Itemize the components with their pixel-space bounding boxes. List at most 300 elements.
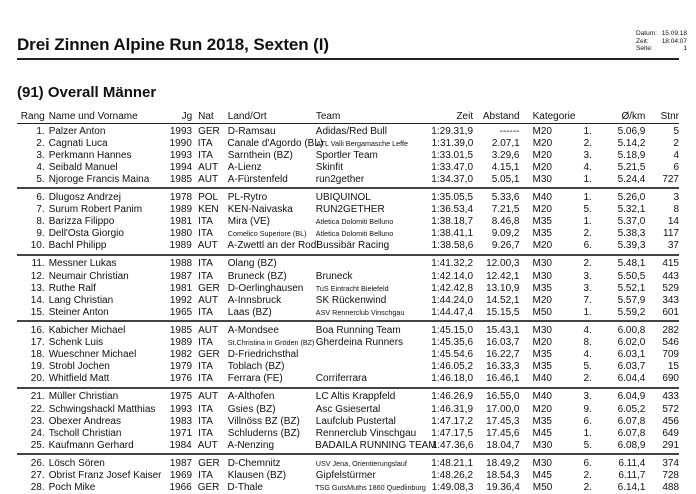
cell-team: Bruneck [315,270,353,282]
cell-jg: 1993 [169,403,193,415]
meta-row [636,38,687,46]
cell-nat: AUT [198,173,219,185]
cell-nat: GER [198,349,220,361]
cell-zeit: 1:46.26,9 [431,391,474,403]
cell-kategorie-platz: 2. [583,137,592,149]
table-row [17,349,679,361]
cell-jg: 1985 [169,324,193,336]
cell-kategorie-platz: 9. [583,403,592,415]
cell-rang: 10. [30,240,45,252]
cell-zeit: 1:44.47,4 [431,306,474,318]
cell-km: 5.59,2 [617,306,646,318]
cell-rang: 26. [30,457,45,469]
cell-km: 6.05,2 [617,403,646,415]
cell-jg: 1993 [169,125,193,137]
cell-abstand: 17.45,3 [486,415,520,427]
cell-ort: PL-Rytro [227,192,268,204]
cell-stnr: 728 [662,469,679,481]
cell-rang: 13. [30,282,45,294]
table-row [17,173,679,185]
cell-kategorie: M45 [532,469,552,481]
cell-ort: KEN-Naivaska [227,204,293,216]
cell-name: Müller Christian [48,391,119,403]
meta-value: 18:04:07 [661,37,687,45]
cell-stnr: 456 [662,415,679,427]
cell-name: Barizza Filippo [48,216,115,228]
cell-kategorie-platz: 5. [583,439,593,451]
cell-stnr: 14 [667,216,679,228]
cell-stnr: 4 [673,149,679,161]
cell-team: Gherdeina Runners [315,337,404,349]
cell-abstand: 2.07,1 [491,137,520,149]
cell-ort: D-Oerlinghausen [227,282,304,294]
cell-abstand: 3.29,6 [491,149,520,161]
col-header-kategorie: Kategorie [532,111,576,122]
cell-zeit: 1:45.54,6 [431,349,474,361]
col-header-ort: Land/Ort [227,111,267,122]
cell-jg: 1978 [169,192,193,204]
cell-jg: 1989 [169,204,193,216]
cell-rang: 11. [31,258,45,270]
cell-jg: 1993 [169,149,193,161]
cell-nat: ITA [198,149,213,161]
cell-kategorie-platz: 1. [583,216,592,228]
cell-abstand: 13.10,9 [486,282,520,294]
cell-nat: ITA [198,403,213,415]
cell-zeit: 1:33.01,5 [431,149,474,161]
table-row [17,258,679,270]
cell-nat: ITA [198,361,213,373]
cell-name: Kabicher Michael [48,324,126,336]
cell-stnr: 415 [662,258,679,270]
cell-km: 5.26,0 [617,192,646,204]
cell-team: Adidas/Red Bull [315,125,387,137]
cell-ort: St.Christina in Gröden (BZ) [227,338,315,348]
cell-zeit: 1:48.26,2 [431,469,474,481]
cell-nat: ITA [198,270,213,282]
meta-row [636,30,687,38]
group-divider [17,453,679,455]
cell-team: ATL Valli Bergamasche Leffe [316,138,408,148]
cell-jg: 1990 [169,137,192,149]
cell-team: RUN2GETHER [315,204,385,216]
cell-kategorie: M35 [532,216,552,228]
cell-rang: 7. [36,204,45,216]
cell-rang: 17. [30,337,45,349]
cell-rang: 19. [30,361,45,373]
cell-stnr: 727 [662,173,679,185]
cell-kategorie: M40 [532,391,552,403]
cell-rang: 27. [30,469,45,481]
cell-kategorie-platz: 5. [583,361,592,373]
cell-abstand: 9.09,2 [491,228,520,240]
col-header-name: Name und Vorname [48,111,138,122]
cell-kategorie-platz: 2. [583,258,592,270]
cell-jg: 1979 [169,361,193,373]
cell-stnr: 690 [662,373,679,385]
cell-kategorie: M20 [532,137,553,149]
cell-ort: D-Ramsau [227,125,276,137]
cell-kategorie: M20 [532,337,552,349]
cell-abstand: 8.46,8 [491,216,520,228]
cell-zeit: 1:31.39,0 [431,137,474,149]
cell-kategorie: M45 [532,427,552,439]
cell-rang: 4. [36,161,45,173]
cell-team: Corriferrara [315,373,367,385]
cell-nat: GER [198,125,220,137]
cell-ort: D-Thale [227,482,263,494]
cell-name: Neumair Christian [48,270,129,282]
cell-name: Njoroge Francis Maina [48,173,150,185]
cell-rang: 9. [36,228,45,240]
section-title: (91) Overall Männer [17,84,157,101]
table-row [17,457,679,469]
cell-ort: A-Althofen [227,391,275,403]
cell-km: 5.37,0 [617,216,646,228]
cell-kategorie: M20 [532,161,552,173]
cell-jg: 1971 [169,427,193,439]
cell-zeit: 1:38.18,7 [431,216,474,228]
cell-nat: ITA [198,337,213,349]
table-row [17,361,679,373]
cell-team: UBIQUINOL [315,192,371,204]
cell-zeit: 1:36.53,4 [431,204,474,216]
cell-zeit: 1:33.47,0 [431,161,474,173]
cell-kategorie-platz: 6. [583,415,592,427]
cell-km: 5.32,1 [617,204,646,216]
cell-stnr: 3 [673,192,679,204]
cell-zeit: 1:35.05,5 [431,192,474,204]
cell-zeit: 1:46.05,2 [431,361,474,373]
cell-rang: 12. [30,270,45,282]
col-header-stnr: Stnr [660,111,679,122]
cell-name: Steiner Anton [48,306,109,318]
cell-name: Dell'Osta Giorgio [48,228,124,240]
cell-jg: 1969 [169,469,193,481]
cell-name: Seibald Manuel [48,161,118,173]
cell-stnr: 2 [673,137,679,149]
cell-abstand: 18.54,3 [486,469,520,481]
table-row [17,161,679,173]
cell-jg: 1984 [169,439,192,451]
meta-row [636,45,687,53]
cell-abstand: ------ [499,125,520,137]
cell-jg: 1983 [169,415,193,427]
cell-team: USV Jena, Orientierungslauf [315,458,407,468]
cell-kategorie-platz: 1. [583,427,592,439]
cell-ort: Canale d'Agordo (BL) [227,137,324,149]
cell-kategorie-platz: 1. [583,306,592,318]
cell-stnr: 529 [662,282,679,294]
cell-km: 5.38,3 [617,228,646,240]
cell-nat: GER [198,282,220,294]
cell-name: Cagnati Luca [48,137,108,149]
cell-kategorie: M35 [532,361,552,373]
cell-abstand: 17.45,6 [486,427,520,439]
cell-abstand: 16.55,0 [486,391,520,403]
cell-rang: 25. [30,439,45,451]
cell-kategorie: M40 [532,192,552,204]
cell-nat: ITA [198,258,213,270]
cell-ort: Bruneck (BZ) [227,270,287,282]
cell-kategorie-platz: 6. [583,240,592,252]
cell-ort: A-Zwettl an der Rodl [227,240,319,252]
cell-name: Tscholl Christian [48,427,122,439]
cell-kategorie-platz: 5. [583,204,592,216]
cell-zeit: 1:46.31,9 [431,403,474,415]
cell-nat: ITA [198,469,213,481]
cell-rang: 3. [36,149,45,161]
cell-rang: 18. [30,349,45,361]
cell-kategorie-platz: 1. [583,125,592,137]
cell-jg: 1994 [169,161,193,173]
cell-name: Obrist Franz Josef Kaiser [48,469,162,481]
cell-km: 6.07,8 [617,415,646,427]
page-title: Drei Zinnen Alpine Run 2018, Sexten (I) [17,35,329,54]
cell-kategorie: M20 [532,240,553,252]
cell-rang: 21. [30,391,45,403]
cell-zeit: 1:45.35,6 [431,337,474,349]
cell-abstand: 16.03,7 [486,337,520,349]
meta-label: Zeit: [636,37,649,45]
cell-kategorie-platz: 2. [583,373,592,385]
cell-nat: ITA [198,228,213,240]
cell-kategorie: M30 [532,173,552,185]
cell-nat: ITA [198,373,213,385]
cell-km: 5.57,9 [617,294,646,306]
table-row [17,306,679,318]
cell-abstand: 9.26,7 [491,240,520,252]
cell-abstand: 5.05,1 [491,173,520,185]
cell-ort: Ferrara (FE) [227,373,283,385]
cell-zeit: 1:49.08,3 [431,482,474,494]
cell-kategorie-platz: 2. [583,482,593,494]
cell-kategorie-platz: 2. [583,469,592,481]
cell-kategorie-platz: 1. [583,192,592,204]
cell-abstand: 19.36,4 [486,482,520,494]
group-divider [17,187,679,189]
cell-stnr: 291 [662,439,680,451]
cell-kategorie: M30 [532,270,552,282]
col-header-team: Team [315,111,341,122]
cell-team: BADAILA RUNNING TEAM [315,439,437,451]
cell-name: Wueschner Michael [48,349,137,361]
cell-team: Atletica Dolomiti Belluno [315,217,394,227]
results-table [17,110,679,494]
cell-stnr: 6 [673,161,679,173]
cell-zeit: 1:42.42,8 [431,282,474,294]
cell-abstand: 16.33,3 [486,361,520,373]
cell-name: Dlugosz Andrzej [48,192,121,204]
cell-team: Boa Running Team [315,324,401,336]
cell-team: Asc Gsiesertal [315,403,381,415]
col-header-abstand: Abstand [482,111,520,122]
cell-kategorie: M20 [532,125,552,137]
cell-nat: POL [198,192,219,204]
cell-stnr: 15 [667,361,679,373]
cell-zeit: 1:47.17,2 [431,415,474,427]
cell-stnr: 374 [662,457,679,469]
cell-team: SK Rückenwind [315,294,387,306]
col-header-km: Ø/km [621,111,646,122]
cell-abstand: 12.00,3 [486,258,520,270]
cell-stnr: 37 [667,240,679,252]
cell-km: 5.21,5 [617,161,646,173]
cell-km: 6.11,7 [618,469,646,481]
cell-abstand: 16.46,1 [486,373,520,385]
cell-ort: A-Innsbruck [227,294,282,306]
cell-kategorie-platz: 7. [583,294,592,306]
cell-rang: 6. [36,192,45,204]
cell-nat: ITA [198,306,213,318]
cell-km: 5.24,4 [617,173,646,185]
cell-kategorie: M30 [532,258,552,270]
cell-ort: D-Chemnitz [227,457,281,469]
cell-nat: ITA [198,427,213,439]
table-row [17,482,679,494]
cell-rang: 20. [30,373,45,385]
cell-name: Bachl Philipp [48,240,107,252]
cell-kategorie: M20 [532,294,552,306]
print-meta [636,30,687,53]
cell-kategorie-platz: 3. [583,149,592,161]
cell-km: 6.07,8 [617,427,646,439]
cell-team: Gipfelstürmer [315,469,376,481]
cell-stnr: 117 [663,228,679,240]
cell-kategorie: M20 [532,403,552,415]
cell-jg: 1987 [169,457,193,469]
cell-zeit: 1:34.37,0 [431,173,474,185]
cell-kategorie: M35 [532,282,552,294]
cell-name: Perkmann Hannes [48,149,132,161]
table-row [17,191,679,203]
cell-rang: 14. [30,294,45,306]
cell-zeit: 1:41.32,2 [431,258,474,270]
table-row [17,216,679,228]
cell-abstand: 4.15,1 [491,161,520,173]
cell-km: 6.04,4 [617,373,646,385]
cell-km: 6.14,1 [617,482,646,494]
cell-zeit: 1:47.17,5 [431,427,474,439]
cell-jg: 1966 [169,482,192,494]
cell-name: Palzer Anton [48,125,106,137]
cell-jg: 1989 [169,240,192,252]
table-row [17,294,679,306]
cell-nat: AUT [197,240,218,252]
cell-km: 6.02,0 [617,337,646,349]
cell-team: Sportler Team [315,149,378,161]
cell-stnr: 488 [662,482,680,494]
cell-team: TuS Eintracht Bielefeld [315,283,389,293]
group-divider [17,254,679,256]
cell-jg: 1988 [169,258,193,270]
cell-km: 5.39,3 [617,240,646,252]
cell-kategorie-platz: 2. [583,228,592,240]
table-body [17,125,679,494]
table-row [17,469,679,481]
cell-nat: AUT [197,439,218,451]
cell-stnr: 443 [662,270,679,282]
cell-jg: 1987 [169,270,193,282]
group-divider [17,320,679,322]
cell-km: 6.03,7 [617,361,646,373]
cell-rang: 22. [30,403,45,415]
cell-ort: Mira (VE) [227,216,270,228]
table-row [17,270,679,282]
cell-km: 5.50,5 [617,270,646,282]
col-header-jg: Jg [181,111,193,122]
table-row [17,137,679,149]
cell-nat: ITA [197,137,213,149]
cell-jg: 1980 [169,228,193,240]
cell-stnr: 5 [673,125,679,137]
cell-ort: A-Fürstenfeld [227,173,288,185]
cell-abstand: 18.49,2 [486,457,520,469]
cell-stnr: 601 [662,306,679,318]
cell-jg: 1981 [169,216,193,228]
cell-name: Ruthe Ralf [48,282,96,294]
cell-name: Obexer Andreas [48,415,121,427]
cell-abstand: 15.15,5 [486,306,520,318]
cell-zeit: 1:45.15,0 [431,324,474,336]
table-row [17,240,679,252]
cell-kategorie-platz: 3. [583,282,592,294]
cell-name: Lösch Sören [48,457,105,469]
cell-zeit: 1:38.41,1 [431,228,474,240]
cell-zeit: 1:47.36,6 [431,439,474,451]
cell-ort: D-Friedrichsthal [227,349,299,361]
cell-abstand: 7.21,5 [491,204,520,216]
table-row [17,282,679,294]
cell-km: 6.03,1 [617,349,646,361]
cell-kategorie-platz: 6. [583,457,592,469]
cell-abstand: 16.22,7 [486,349,520,361]
table-row [17,337,679,349]
cell-kategorie-platz: 8. [583,337,592,349]
cell-stnr: 8 [673,204,679,216]
cell-ort: Comelico Superiore (BL) [227,229,307,239]
cell-rang: 2. [36,137,45,149]
group-divider [17,387,679,389]
cell-nat: AUT [198,161,219,173]
table-row [17,324,679,336]
cell-abstand: 17.00,0 [486,403,520,415]
cell-ort: Villnöss BZ (BZ) [227,415,300,427]
cell-nat: GER [198,457,220,469]
table-header [17,110,679,124]
cell-km: 5.18,9 [617,149,646,161]
cell-jg: 1985 [169,173,193,185]
cell-team: Laufclub Pustertal [315,415,396,427]
meta-label: Seite: [636,45,653,52]
cell-km: 6.11,4 [618,457,646,469]
title-divider [17,58,679,60]
cell-abstand: 15.43,1 [486,324,520,336]
cell-jg: 1975 [169,391,193,403]
cell-rang: 8. [36,216,45,228]
cell-nat: AUT [198,294,219,306]
cell-kategorie-platz: 4. [583,324,592,336]
table-row [17,391,679,403]
cell-name: Schenk Luis [48,337,104,349]
cell-name: Schwingshackl Matthias [48,403,156,415]
cell-zeit: 1:48.21,1 [431,457,474,469]
cell-jg: 1976 [169,373,193,385]
table-row [17,228,679,240]
cell-nat: GER [197,482,220,494]
cell-stnr: 546 [662,337,679,349]
cell-jg: 1981 [169,282,193,294]
